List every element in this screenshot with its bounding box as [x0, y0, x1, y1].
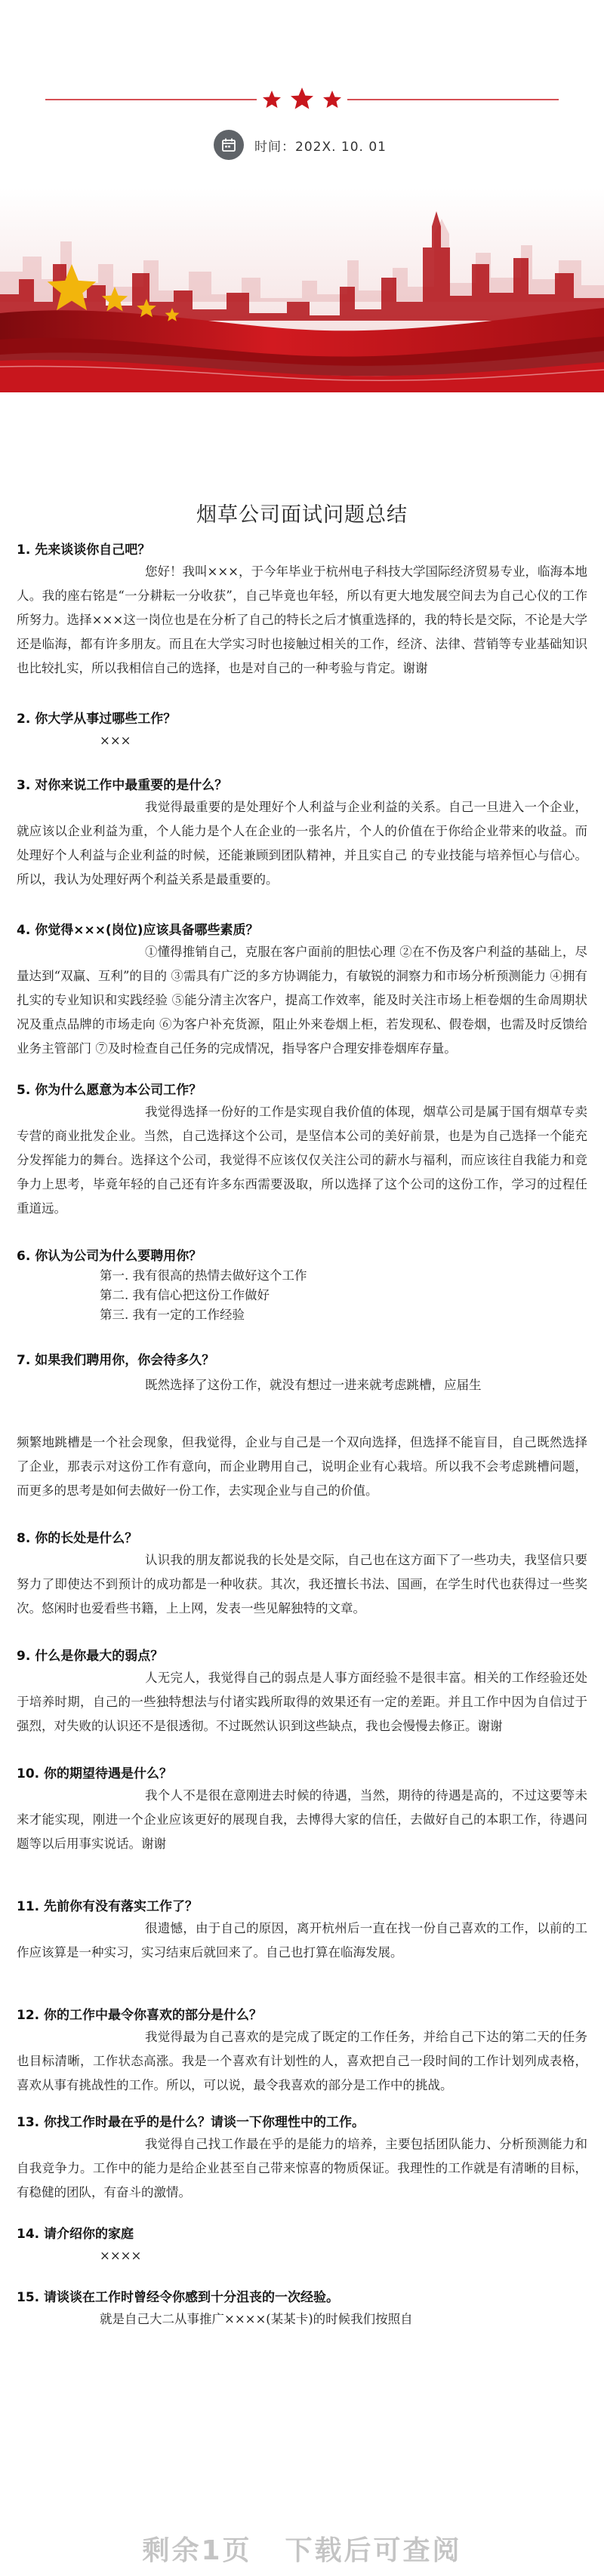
download-prompt[interactable] [0, 2520, 604, 2576]
document-title: 烟草公司面试问题总结 [196, 503, 408, 527]
answer-12: 我觉得最为自己喜欢的是完成了既定的工作任务，并给自己下达的第二天的任务也目标清晰，工作状态高涨。我是一个喜欢有计划性的人，喜欢把自己一段时间的工作计划列成表格，喜欢从事有挑战性的工作。所以，可以说，最令我喜欢的部分是工作中的挑战。 [17, 2030, 587, 2092]
date-label: 时间：202X. 10. 01 [254, 139, 387, 155]
answer-7-para-2: 频繁地跳槽是一个社会现象，但我觉得，企业与自己是一个双向选择，但选择不能盲目，自己既然选择了企业，那表示对这份工作有意向，而企业聘用自己，说明企业有心栽培。所以我不会考虑跳槽问题，而更多的思考是如何去做好一份工作，去实现企业与自己的价值。 [17, 1435, 587, 1498]
question-10: 10. 你的期望待遇是什么？ [17, 1766, 173, 1781]
question-2: 2. 你大学从事过哪些工作？ [17, 712, 177, 727]
question-1: 1. 先来谈谈你自己吧？ [17, 543, 151, 558]
question-13: 13. 你找工作时最在乎的是什么？请谈一下你理性中的工作。 [17, 2115, 365, 2130]
question-7: 7. 如果我们聘用你，你会待多久？ [17, 1353, 215, 1368]
answer-5: 我觉得选择一份好的工作是实现自我价值的体现，烟草公司是属于国有烟草专卖专营的商业批发企业。当然，自己选择这个公司，是坚信本公司的美好前景，也是为自己选择一个能充分发挥能力的舞台。选择这个公司，我觉得不应该仅仅关注公司的薪水与福利，而应该往自我能力和竞争力上思考，毕竟年轻的自己还有许多东西需要汲取，所以选择了这个公司的这份工作，学习的过程任重道远。 [17, 1105, 587, 1216]
content-fade [0, 2482, 604, 2520]
question-12: 12. 你的工作中最令你喜欢的部分是什么？ [17, 2008, 263, 2023]
answer-10: 我个人不是很在意刚进去时候的待遇，当然，期待的待遇是高的，不过这要等未来才能实现，刚进一个企业应该更好的展现自我，去博得大家的信任，去做好自己的本职工作，待遇问题等以后用事实说话。谢谢 [17, 1788, 587, 1851]
question-5: 5. 你为什么愿意为本公司工作？ [17, 1083, 202, 1098]
answer-2: ××× [100, 733, 131, 748]
answer-7-line-1: 既然选择了这份工作，就没有想过一进来就考虑跳槽，应届生 [145, 1378, 482, 1392]
answer-4: ①懂得推销自己，克服在客户面前的胆怯心理 ②在不伤及客户利益的基础上，尽量达到“双赢、互利”的目的 ③需具有广泛的多方协调能力，有敏锐的洞察力和市场分析预测能力 ④拥有扎实的专业知识和实践经验 ⑤能分清主次客户，提高工作效率，能及时关注市场上柜卷烟的生命周期状况及重点品牌的市场走向 ⑥为客户补充货源，阻止外来卷烟上柜，若发现私、假卷烟，也需及时反馈给业务主管部门 ⑦及时检查自己任务的完成情况，指导客户合理安排卷烟库存量。 [17, 945, 587, 1056]
header-banner [0, 0, 604, 392]
question-9: 9. 什么是你最大的弱点？ [17, 1649, 164, 1664]
remaining-pages-label[interactable]: 剩余1页 [142, 2535, 252, 2566]
header-stars [0, 85, 604, 115]
city-skyline-banner [0, 189, 604, 392]
answer-14: ×××× [100, 2249, 142, 2263]
question-14: 14. 请介绍你的家庭 [17, 2227, 134, 2242]
answer-13: 我觉得自己找工作最在乎的是能力的培养，主要包括团队能力、分析预测能力和自我竞争力。工作中的能力是给企业甚至自己带来惊喜的物质保证。我理性的工作就是有清晰的目标，有稳健的团队，有奋斗的激情。 [17, 2137, 587, 2199]
star-icon [291, 88, 313, 109]
star-icon [323, 91, 341, 108]
answer-8: 认识我的朋友都说我的长处是交际，自己也在这方面下了一些功夫，我坚信只要努力了即使达不到预计的成功都是一种收获。其次，我还擅长书法、国画，在学生时代也获得过一些奖次。悠闲时也爱看些书籍，上上网，发表一些见解独特的文章。 [17, 1553, 587, 1615]
answer-6-line-3: 第三. 我有一定的工作经验 [100, 1308, 245, 1322]
download-to-view-label[interactable]: 下载后可查阅 [285, 2535, 462, 2566]
document-body [17, 540, 587, 2332]
answer-6-line-1: 第一. 我有很高的热情去做好这个工作 [100, 1268, 307, 1283]
question-6: 6. 你认为公司为什么要聘用你？ [17, 1249, 202, 1264]
question-3: 3. 对你来说工作中最重要的是什么？ [17, 778, 228, 793]
question-8: 8. 你的长处是什么？ [17, 1531, 138, 1546]
answer-1: 您好！我叫×××，于今年毕业于杭州电子科技大学国际经济贸易专业，临海本地人。我的座右铭是“一分耕耘一分收获”，自己毕竟也年轻，所以有更大地发展空间去为自己心仪的工作所努力。选择×××这一岗位也是在分析了自己的特长之后才慎重选择的，我的特长是交际，不论是大学还是临海，都有许多朋友。而且在大学实习时也接触过相关的工作，经济、法律、营销等专业基础知识也比较扎实，所以我相信自己的选择，也是对自己的一种考验与肯定。谢谢 [17, 564, 587, 675]
answer-15: 就是自己大二从事推广××××(某某卡)的时候我们按照自 [100, 2312, 413, 2326]
question-4: 4. 你觉得×××(岗位)应该具备哪些素质？ [17, 923, 259, 938]
question-15: 15. 请谈谈在工作时曾经令你感到十分沮丧的一次经验。 [17, 2290, 340, 2305]
question-11: 11. 先前你有没有落实工作了？ [17, 1899, 199, 1914]
star-icon [263, 91, 281, 108]
answer-6-line-2: 第二. 我有信心把这份工作做好 [100, 1288, 270, 1302]
calendar-icon [214, 130, 244, 160]
answer-11: 很遗憾，由于自己的原因，离开杭州后一直在找一份自己喜欢的工作，以前的工作应该算是一种实习，实习结束后就回来了。自己也打算在临海发展。 [17, 1921, 587, 1960]
answer-9: 人无完人，我觉得自己的弱点是人事方面经验不是很丰富。相关的工作经验还处于培养时期，自己的一些独特想法与付诸实践所取得的效果还有一定的差距。并且工作中因为自信过于强烈，对失败的认识还不是很透彻。不过既然认识到这些缺点，我也会慢慢去修正。谢谢 [17, 1671, 587, 1733]
answer-3: 我觉得最重要的是处理好个人利益与企业利益的关系。自己一旦进入一个企业，就应该以企业利益为重，个人能力是个人在企业的一张名片，个人的价值在于你给企业带来的收益。而处理好个人利益与企业利益的时候，还能兼顾到团队精神，并且实自己 的专业技能与培养恒心与信心。所以，我认为处理好两个利益关系是最重要的。 [17, 800, 587, 887]
